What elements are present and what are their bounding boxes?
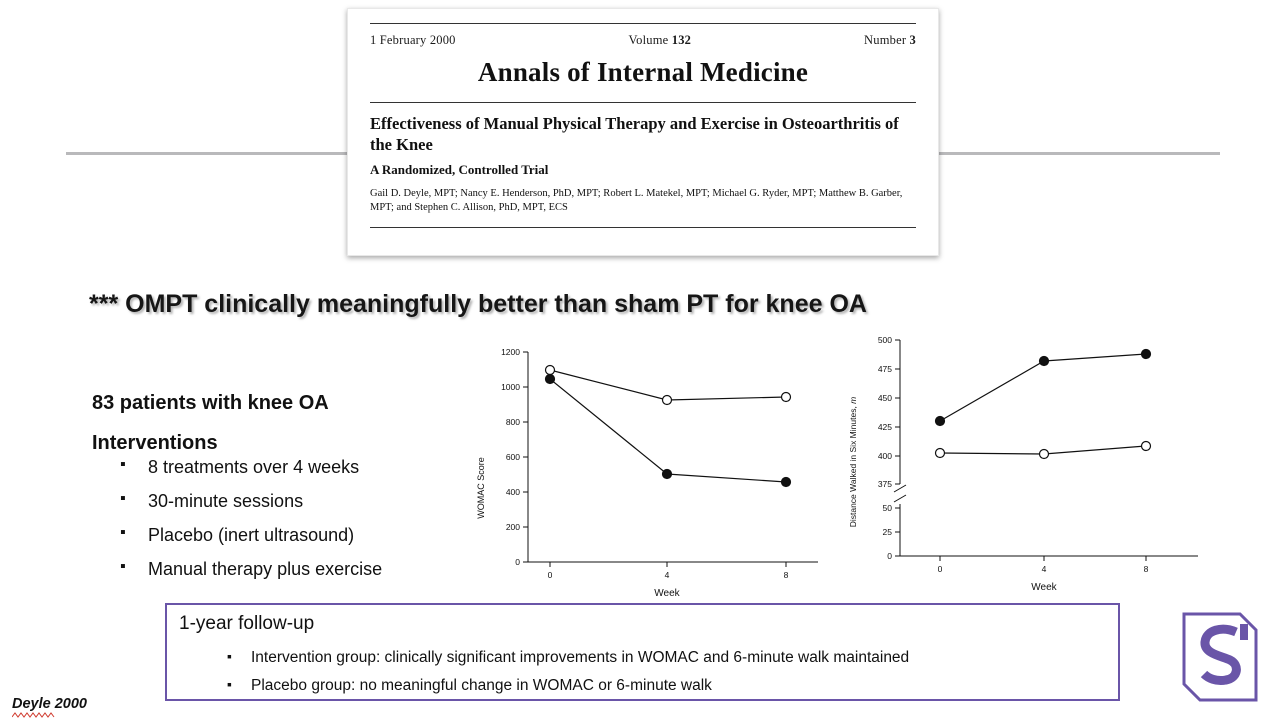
- svg-text:400: 400: [877, 451, 892, 461]
- citation-text: Deyle 2000: [12, 696, 87, 712]
- journal-rule-bottom: [370, 227, 916, 228]
- list-item: ▪ 8 treatments over 4 weeks: [120, 458, 382, 476]
- svg-text:450: 450: [877, 393, 892, 403]
- svg-text:8: 8: [1143, 564, 1149, 574]
- list-item: ▪ Manual therapy plus exercise: [120, 560, 382, 578]
- svg-text:8: 8: [783, 570, 789, 580]
- article-title: Effectiveness of Manual Physical Therapy and Exercise in Osteoarthritis of the Knee: [370, 114, 899, 155]
- patients-heading: 83 patients with knee OA: [92, 392, 329, 414]
- journal-rule-top: [370, 23, 916, 24]
- journal-cover-inner: [370, 23, 916, 245]
- svg-text:0: 0: [887, 551, 892, 561]
- svg-text:475: 475: [877, 364, 892, 374]
- svg-text:1200: 1200: [501, 347, 520, 357]
- womac-chart-svg: [470, 338, 830, 606]
- organization-logo-icon: [1178, 608, 1262, 706]
- journal-volume-label: Volume: [628, 33, 669, 47]
- interventions-list: [120, 458, 382, 594]
- list-item: ▪ Placebo group: no meaningful change in WOMAC or 6-minute walk: [227, 677, 909, 695]
- six-minute-walk-chart: [840, 332, 1210, 600]
- list-item: ▪ Intervention group: clinically significant improvements in WOMAC and 6-minute walk maintained: [227, 649, 909, 667]
- slide-headline: *** OMPT clinically meaningfully better than sham PT for knee OA: [89, 290, 867, 318]
- svg-text:1000: 1000: [501, 382, 520, 392]
- svg-text:25: 25: [882, 527, 892, 537]
- journal-cover-card: [347, 8, 939, 256]
- followup-box: [165, 603, 1120, 701]
- walk-chart-svg: [840, 332, 1210, 600]
- journal-volume-value: 132: [671, 33, 692, 47]
- svg-text:400: 400: [505, 487, 520, 497]
- followup-list: [227, 649, 909, 705]
- womac-y-axis-label: WOMAC Score: [476, 457, 486, 519]
- svg-text:4: 4: [664, 570, 670, 580]
- womac-score-chart: [470, 338, 830, 606]
- svg-text:0: 0: [937, 564, 943, 574]
- article-subtitle: A Randomized, Controlled Trial: [370, 162, 549, 178]
- svg-text:425: 425: [877, 422, 892, 432]
- svg-text:0: 0: [515, 557, 520, 567]
- journal-name: Annals of Internal Medicine: [477, 57, 809, 87]
- article-authors: Gail D. Deyle, MPT; Nancy E. Henderson, PhD, MPT; Robert L. Matekel, MPT; Michael G. Ryder, MPT; Matthew B. Garber, MPT; and Stephen C. Allison, PhD, MPT, ECS: [370, 188, 903, 213]
- walk-x-axis-label: Week: [1031, 582, 1057, 593]
- svg-text:375: 375: [877, 479, 892, 489]
- walk-y-axis-label: Distance Walked in Six Minutes, m: [848, 396, 858, 528]
- followup-title: 1-year follow-up: [179, 613, 315, 634]
- journal-number-value: 3: [909, 33, 916, 47]
- list-item: ▪ Placebo (inert ultrasound): [120, 526, 382, 544]
- womac-x-axis-label: Week: [654, 588, 680, 599]
- interventions-heading: Interventions: [92, 432, 218, 454]
- journal-rule-middle: [370, 102, 916, 103]
- svg-text:200: 200: [505, 522, 520, 532]
- journal-number-label: Number: [864, 33, 907, 47]
- svg-text:500: 500: [877, 335, 892, 345]
- list-item: ▪ 30-minute sessions: [120, 492, 382, 510]
- svg-text:800: 800: [505, 417, 520, 427]
- spellcheck-squiggle-icon: [12, 712, 56, 718]
- svg-text:4: 4: [1041, 564, 1047, 574]
- svg-text:600: 600: [505, 452, 520, 462]
- journal-meta: [370, 33, 916, 48]
- journal-volume: [629, 33, 692, 48]
- journal-number: [864, 33, 916, 48]
- svg-text:50: 50: [882, 503, 892, 513]
- svg-text:0: 0: [547, 570, 553, 580]
- journal-date: 1 February 2000: [370, 33, 456, 47]
